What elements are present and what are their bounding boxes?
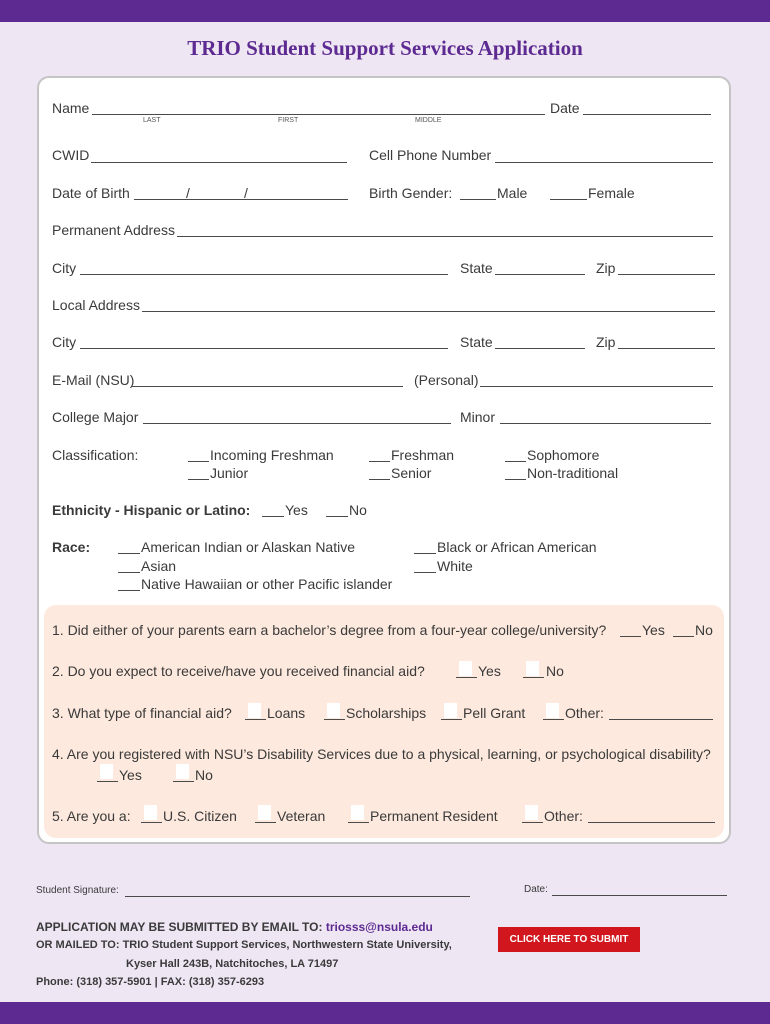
city-label: City — [52, 260, 77, 276]
q4-yes-checkbox[interactable] — [100, 764, 113, 779]
dob-separator: / — [244, 185, 248, 201]
q2-yes-blank[interactable] — [456, 677, 477, 678]
pell-grant-checkbox[interactable] — [444, 703, 457, 718]
zip-label: Zip — [596, 334, 616, 350]
signature-date-input[interactable] — [552, 895, 727, 896]
american-indian-option: American Indian or Alaskan Native — [141, 539, 355, 555]
ethnicity-no-blank[interactable] — [326, 516, 348, 517]
question-4: 4. Are you registered with NSU’s Disability Services due to a physical, learning, or psychological disability? — [52, 746, 711, 762]
cell-phone-input[interactable] — [495, 162, 713, 163]
state-label: State — [460, 260, 493, 276]
black-blank[interactable] — [414, 553, 436, 554]
dob-label: Date of Birth — [52, 185, 130, 201]
ethnicity-no-option: No — [349, 502, 367, 518]
email-nsu-label: E-Mail (NSU) — [52, 372, 135, 388]
permanent-resident-blank[interactable] — [348, 822, 369, 823]
name-sub-first: FIRST — [278, 117, 299, 124]
other-status-blank[interactable] — [522, 822, 543, 823]
q4-no-checkbox[interactable] — [176, 764, 189, 779]
q1-no-blank[interactable] — [673, 636, 694, 637]
female-option: Female — [588, 185, 635, 201]
ethnicity-label: Ethnicity - Hispanic or Latino: — [52, 502, 251, 518]
incoming-freshman-option: Incoming Freshman — [210, 447, 334, 463]
us-citizen-checkbox[interactable] — [144, 805, 157, 820]
name-input[interactable] — [92, 114, 545, 115]
phone-fax-line: Phone: (318) 357-5901 | FAX: (318) 357-6293 — [36, 976, 265, 988]
email-nsu-input[interactable] — [132, 386, 403, 387]
black-option: Black or African American — [437, 539, 597, 555]
other-status-input[interactable] — [588, 822, 715, 823]
name-sub-last: LAST — [143, 117, 161, 124]
white-blank[interactable] — [414, 572, 436, 573]
freshman-blank[interactable] — [369, 461, 390, 462]
mail-address-line-2: Kyser Hall 243B, Natchitoches, LA 71497 — [126, 958, 339, 970]
q4-yes-blank[interactable] — [97, 781, 118, 782]
veteran-option: Veteran — [277, 808, 326, 824]
q1-yes-blank[interactable] — [620, 636, 641, 637]
senior-blank[interactable] — [369, 479, 390, 480]
personal-email-input[interactable] — [480, 386, 713, 387]
sophomore-blank[interactable] — [505, 461, 526, 462]
personal-email-label: (Personal) — [414, 372, 479, 388]
city-label: City — [52, 334, 77, 350]
hawaiian-option: Native Hawaiian or other Pacific islander — [141, 576, 393, 592]
email-instruction: APPLICATION MAY BE SUBMITTED BY EMAIL TO: — [36, 920, 323, 934]
incoming-freshman-blank[interactable] — [188, 461, 209, 462]
q1-yes-option: Yes — [642, 622, 665, 638]
college-major-label: College Major — [52, 409, 139, 425]
junior-blank[interactable] — [188, 479, 209, 480]
question-2: 2. Do you expect to receive/have you received financial aid? — [52, 663, 425, 679]
pell-grant-blank[interactable] — [441, 719, 462, 720]
race-label: Race: — [52, 539, 91, 555]
junior-option: Junior — [210, 465, 249, 481]
q4-yes-option: Yes — [119, 767, 142, 783]
asian-blank[interactable] — [118, 572, 140, 573]
us-citizen-option: U.S. Citizen — [163, 808, 237, 824]
city-input[interactable] — [80, 274, 448, 275]
city-input[interactable] — [80, 348, 448, 349]
permanent-resident-option: Permanent Resident — [370, 808, 498, 824]
bottom-banner — [0, 1002, 770, 1024]
local-address-label: Local Address — [52, 297, 140, 313]
q2-no-blank[interactable] — [523, 677, 544, 678]
name-label: Name — [52, 100, 90, 116]
classification-label: Classification: — [52, 447, 139, 463]
q2-no-option: No — [546, 663, 564, 679]
question-5: 5. Are you a: — [52, 808, 131, 824]
q4-no-blank[interactable] — [173, 781, 194, 782]
date-label: Date — [550, 100, 580, 116]
birth-gender-label: Birth Gender: — [369, 185, 453, 201]
loans-checkbox[interactable] — [248, 703, 261, 718]
page-title: TRIO Student Support Services Application — [187, 36, 583, 60]
q2-yes-option: Yes — [478, 663, 501, 679]
permanent-resident-checkbox[interactable] — [351, 805, 364, 820]
other-status-option: Other: — [544, 808, 583, 824]
white-option: White — [437, 558, 473, 574]
local-address-input[interactable] — [142, 311, 715, 312]
student-signature-label: Student Signature: — [36, 885, 119, 896]
state-input[interactable] — [495, 348, 585, 349]
minor-label: Minor — [460, 409, 496, 425]
permanent-address-label: Permanent Address — [52, 222, 175, 238]
scholarships-blank[interactable] — [324, 719, 345, 720]
male-blank[interactable] — [460, 199, 496, 200]
state-label: State — [460, 334, 493, 350]
scholarships-option: Scholarships — [346, 705, 427, 721]
non-traditional-blank[interactable] — [505, 479, 526, 480]
ethnicity-yes-option: Yes — [285, 502, 308, 518]
dob-separator: / — [186, 185, 190, 201]
cwid-label: CWID — [52, 147, 90, 163]
other-aid-option: Other: — [565, 705, 604, 721]
zip-input[interactable] — [618, 274, 715, 275]
ethnicity-yes-blank[interactable] — [262, 516, 284, 517]
hawaiian-blank[interactable] — [118, 590, 140, 591]
senior-option: Senior — [391, 465, 432, 481]
freshman-option: Freshman — [391, 447, 455, 463]
american-indian-blank[interactable] — [118, 553, 140, 554]
mail-address-line: OR MAILED TO: TRIO Student Support Services, Northwestern State University, — [36, 939, 452, 951]
q2-no-checkbox[interactable] — [526, 661, 539, 676]
student-signature-input[interactable] — [125, 896, 470, 897]
dob-input[interactable] — [134, 199, 348, 200]
q1-no-option: No — [695, 622, 713, 638]
q2-yes-checkbox[interactable] — [459, 661, 472, 676]
loans-blank[interactable] — [245, 719, 266, 720]
loans-option: Loans — [267, 705, 306, 721]
other-aid-checkbox[interactable] — [546, 703, 559, 718]
veteran-blank[interactable] — [255, 822, 276, 823]
submit-button[interactable]: CLICK HERE TO SUBMIT — [498, 927, 640, 952]
other-aid-input[interactable] — [609, 719, 713, 720]
signature-date-label: Date: — [524, 884, 548, 895]
zip-label: Zip — [596, 260, 616, 276]
state-input[interactable] — [495, 274, 585, 275]
us-citizen-blank[interactable] — [141, 822, 162, 823]
cwid-input[interactable] — [91, 162, 347, 163]
pell-grant-option: Pell Grant — [463, 705, 526, 721]
permanent-address-input[interactable] — [177, 236, 713, 237]
female-blank[interactable] — [550, 199, 587, 200]
name-sub-middle: MIDDLE — [415, 117, 442, 124]
q4-no-option: No — [195, 767, 213, 783]
non-traditional-option: Non-traditional — [527, 465, 619, 481]
top-banner — [0, 0, 770, 22]
asian-option: Asian — [141, 558, 177, 574]
date-input[interactable] — [583, 114, 711, 115]
email-submission-line — [36, 920, 433, 934]
question-1: 1. Did either of your parents earn a bachelor’s degree from a four-year college/university? — [52, 622, 607, 638]
question-3: 3. What type of financial aid? — [52, 705, 232, 721]
email-link[interactable]: triosss@nsula.edu — [325, 920, 433, 934]
college-major-input[interactable] — [143, 423, 451, 424]
other-aid-blank[interactable] — [543, 719, 564, 720]
minor-input[interactable] — [500, 423, 711, 424]
scholarships-checkbox[interactable] — [327, 703, 340, 718]
male-option: Male — [497, 185, 528, 201]
sophomore-option: Sophomore — [527, 447, 600, 463]
other-status-checkbox[interactable] — [525, 805, 538, 820]
zip-input[interactable] — [618, 348, 715, 349]
cell-phone-label: Cell Phone Number — [369, 147, 492, 163]
veteran-checkbox[interactable] — [258, 805, 271, 820]
questions-panel — [44, 605, 724, 838]
